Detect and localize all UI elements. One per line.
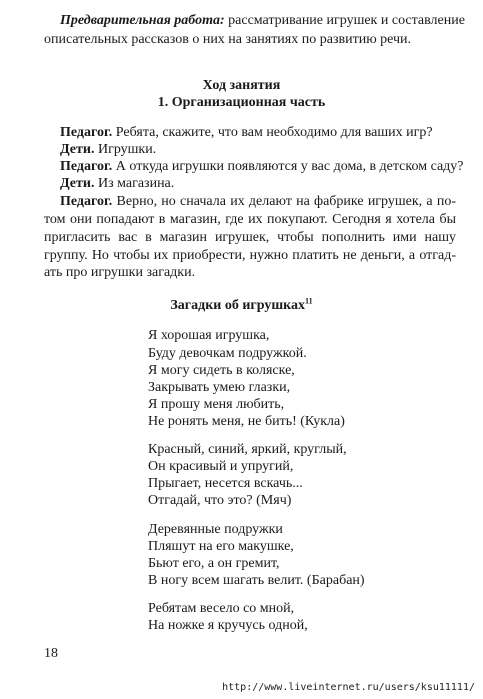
dialogue-line-2 [60,141,156,159]
riddles-title: Загадки об игрушках [170,298,306,313]
paragraph-line: группу. Но чтобы их приобрести, нужно платить не деньги, а отгад- [44,248,456,263]
intro-line-1 [60,12,465,30]
course-heading: Ход занятия [202,78,281,93]
speaker: Педагог. [60,194,113,209]
poem-line: Отгадай, что это? (Мяч) [148,493,292,508]
poem-line: На ножке я кручусь одной, [148,618,308,633]
intro-line-2: описательных рассказов о них на занятиях по развитию речи. [44,32,412,47]
speaker: Дети. [60,176,95,191]
speech: Из магазина. [94,176,175,191]
speech: Игрушки. [94,142,157,157]
watermark-url: http://www.liveinternet.ru/users/ksu11111/ [222,682,475,693]
poem-line: Я прошу меня любить, [148,397,285,412]
paragraph-line: ать про игрушки загадки. [44,265,196,280]
poem-line: Ребятам весело со мной, [148,601,295,616]
speaker: Дети. [60,142,95,157]
footnote-marker: 11 [305,296,313,306]
dialogue-line-4 [60,175,174,193]
riddles-heading [0,297,483,315]
paragraph-line: том они попадают в магазин, где их покупают. Сегодня я хотела бы [44,212,456,227]
intro-label: Предварительная работа: [60,13,225,28]
speaker: Педагог. [60,159,113,174]
poem-line: Прыгает, несется вскачь... [148,476,303,491]
poem-line: Буду девочкам подружкой. [148,346,307,361]
poem-line: Он красивый и упругий, [148,459,294,474]
poem-line: В ногу всем шагать велит. (Барабан) [148,573,365,588]
paragraph-line: пригласить вас в магазин игрушек, чтобы пополнить ими нашу [44,230,456,245]
page-number: 18 [44,646,58,661]
poem-line: Деревянные подружки [148,522,283,537]
speech: Ребята, скажите, что вам необходимо для ваших игр? [112,125,433,140]
speaker: Педагог. [60,125,113,140]
speech: Верно, но сначала их делают на фабрике игрушек, а по- [112,194,456,209]
speech: А откуда игрушки появляются у вас дома, в детском саду? [112,159,464,174]
dialogue-line-5 [60,193,456,211]
poem-line: Красный, синий, яркий, круглый, [148,442,347,457]
poem-line: Пляшут на его макушке, [148,539,294,554]
intro-text: рассматривание игрушек и составление [224,13,465,28]
dialogue-line-3 [60,158,464,176]
poem-line: Я могу сидеть в коляске, [148,363,295,378]
poem-line: Не ронять меня, не бить! (Кукла) [148,414,345,429]
poem-line: Бьют его, а он гремит, [148,556,280,571]
dialogue-line-1 [60,124,433,142]
poem-line: Закрывать умею глазки, [148,380,291,395]
poem-line: Я хорошая игрушка, [148,328,270,343]
part-heading: 1. Организационная часть [157,95,326,110]
